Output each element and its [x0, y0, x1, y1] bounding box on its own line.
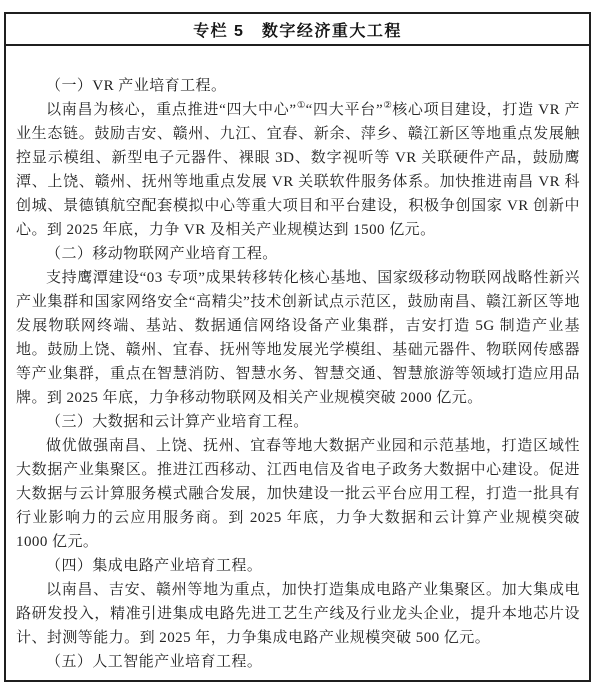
section-3-paragraph: 做优做强南昌、上饶、抚州、宜春等地大数据产业园和示范基地，打造区域性大数据产业集聚区。推进江西移动、江西电信及省电子政务大数据中心建设。促进大数据与云计算服务模式融合发展，加快建设一批云平台应用工程，打造一批具有行业影响力的云应用服务商。到 2025 年底，力争大数据和云计算产业规模突破 1000 亿元。 [16, 438, 580, 550]
section-1-text-part-1: 以南昌为核心，重点推进“四大中心” [46, 102, 297, 118]
section-2-heading: （二）移动物联网产业培育工程。 [46, 246, 278, 262]
section-5-heading: （五）人工智能产业培育工程。 [46, 654, 263, 670]
section-1-heading: （一）VR 产业培育工程。 [46, 78, 227, 94]
section-1-text-part-3: 核心项目建设，打造 VR 产业生态链。鼓励吉安、赣州、九江、宜春、新余、萍乡、赣江新区等地重点发展触控显示模组、新型电子元器件、裸眼 3D、数字视听等 VR 关联硬件产品，鼓励鹰潭、上饶、赣州、抚州等地重点发展 VR 关联软件服务体系。加快推进南昌 VR 科创城、景德镇航空配套模拟中心等重大项目和平台建设，积极争创国家 VR 创新中心。到 2025 年底，力争 VR 及相关产业规模达到 1500 亿元。 [16, 102, 580, 238]
footnote-ref-1: ① [296, 101, 306, 111]
section-4-heading: （四）集成电路产业培育工程。 [46, 558, 263, 574]
column-box [4, 12, 591, 682]
section-4-paragraph: 以南昌、吉安、赣州等地为重点，加快打造集成电路产业集聚区。加大集成电路研发投入，精准引进集成电路先进工艺生产线及行业龙头企业，提升本地芯片设计、封测等能力。到 2025 年，力争集成电路产业规模突破 500 亿元。 [16, 582, 580, 646]
section-3-heading: （三）大数据和云计算产业培育工程。 [46, 414, 309, 430]
column-body [6, 46, 589, 674]
column-title: 专栏 5 数字经济重大工程 [6, 14, 589, 46]
footnote-ref-2: ② [383, 101, 393, 111]
section-1-paragraph [16, 98, 580, 242]
section-2-paragraph: 支持鹰潭建设“03 专项”成果转移转化核心基地、国家级移动物联网战略性新兴产业集群和国家网络安全“高精尖”技术创新试点示范区，鼓励南昌、赣江新区等地发展物联网终端、基站、数据通信网络设备产业集群，吉安打造 5G 制造产业基地。鼓励上饶、赣州、宜春、抚州等地发展光学模组、基础元器件、物联网传感器等产业集群，重点在智慧消防、智慧水务、智慧交通、智慧旅游等领域打造应用品牌。到 2025 年底，力争移动物联网及相关产业规模突破 2000 亿元。 [16, 270, 580, 406]
section-1-text-part-2: “四大平台” [305, 102, 384, 118]
